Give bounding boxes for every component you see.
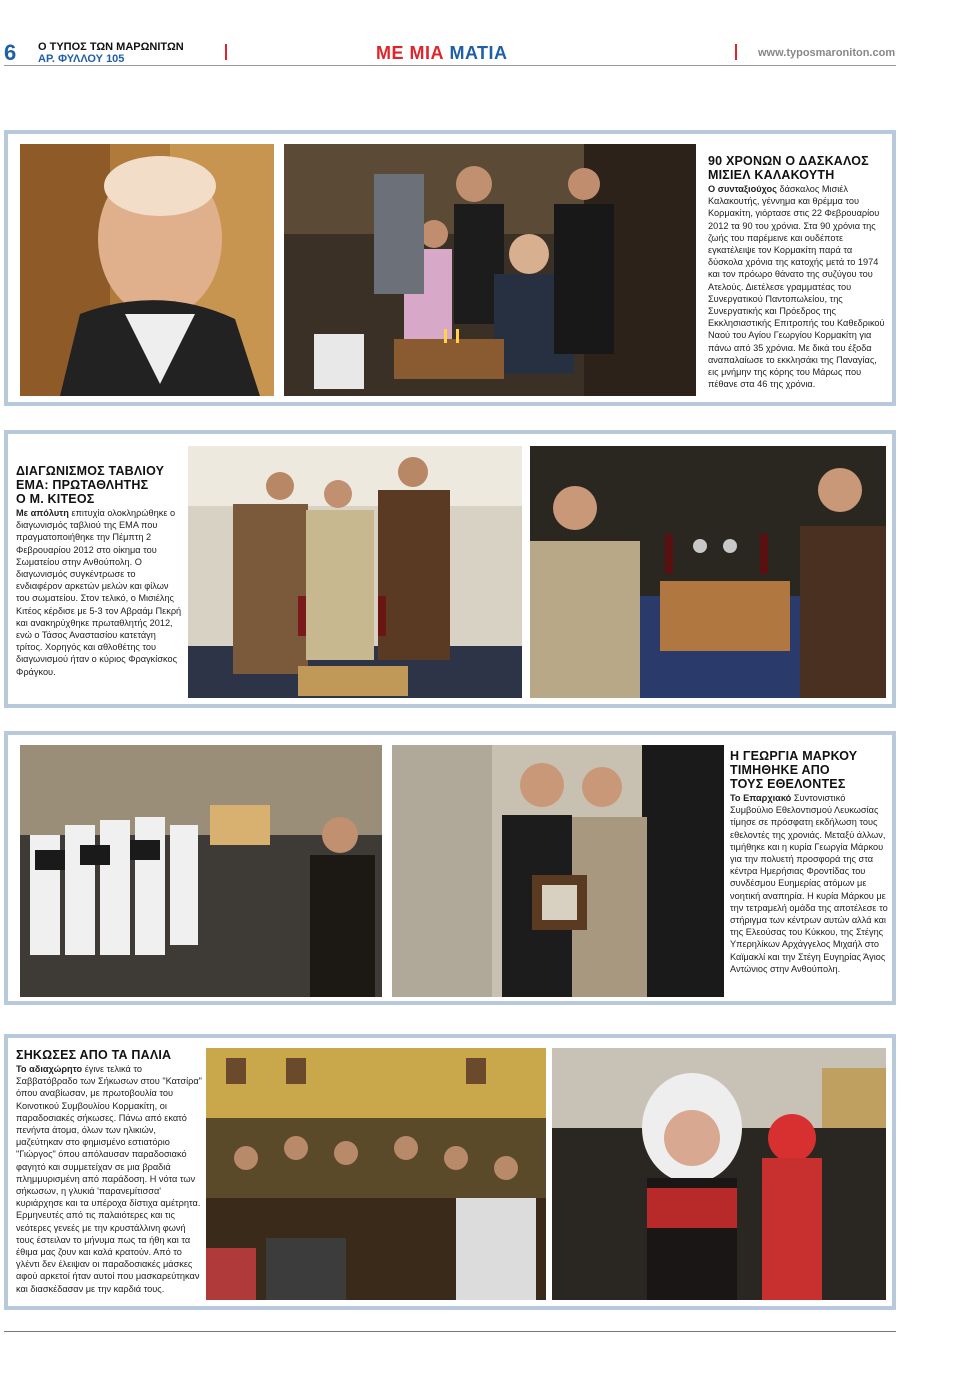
article-text xyxy=(16,464,182,678)
publication-info xyxy=(38,41,184,65)
title-line: ΜΙΣΙΕΛ ΚΑΛΑΚΟΥΤΗ xyxy=(708,168,835,182)
tavli-winners-photo xyxy=(188,446,522,698)
tavern-event-photo xyxy=(206,1048,546,1300)
title-line: ΣΗΚΩΣΕΣ ΑΠΟ ΤΑ ΠΑΛΙΑ xyxy=(16,1048,172,1062)
title-line: 90 ΧΡΟΝΩΝ Ο ΔΑΣΚΑΛΟΣ xyxy=(708,154,869,168)
footer-rule xyxy=(4,1331,896,1332)
portrait-photo xyxy=(20,144,274,396)
choir-photo xyxy=(20,745,382,997)
header-divider xyxy=(735,44,737,60)
birthday-photo xyxy=(284,144,696,396)
article-body-text: δάσκαλος Μισιέλ Καλακουτής, γέννημα και θρέμμα του Κορμακίτη, γιόρτασε στις 22 Φεβρουαρίου 2012 τα 90 του χρόνια. Στα 90 χρόνια της ζωής του παρέμεινε και ουδέποτε εγκατέλειψε τον Κορμακίτη παρά τα δύσκολα χρόνια της κατοχής μετά το 1974 και τον πρόωρο θάνατο της συζύγου του Ατελούς. Διετέλεσε γραμματέας του Συνεργατικού Παντοπωλείου, της Συνεργατικής και Πρόεδρος της Εκκλησιαστικής Επιτροπής του Καθεδρικού Ναού του Αγίου Γεωργίου Κορμακίτη για πάνω από 35 χρόνια. Με δικά του έξοδα αναπαλαίωσε το εκκλησάκι της Παναγίας, εις μνήμην της κόρης του Μάρως που πέθανε στα 46 της χρόνια. xyxy=(708,184,885,390)
article-text xyxy=(730,749,890,975)
title-line: ΤΟΥΣ ΕΘΕΛΟΝΤΕΣ xyxy=(730,777,846,791)
article-title xyxy=(730,749,890,791)
article-body xyxy=(16,507,182,678)
article-body xyxy=(16,1063,202,1295)
article-body-text: έγινε τελικά το Σαββατόβραδο των Σήκωσων στου "Κατσίρα" όπου αναβίωσαν, με πρωτοβουλία του Κοινοτικού Συμβουλίου Κορμακίτη, οι παραδοσιακές σήκωσες. Πάνω από εκατό πενήντα άτομα, όλων των ηλικιών, μαζεύτηκαν στο φημισμένο εστιατόριο "Γιώργος" όπου απόλαυσαν παραδοσιακό φαγητό και συμμετείχαν σε μια βραδιά πλημμυρισμένη από παράδοση. Η νότα των σήκωσων, η γλυκιά 'παρανεμίτισσα' κυριάρχησε και τα υπέροχα δίστιχα αμέτρητα. Ερμηνευτές από τις παλαιότερες και τις νεότερες γενεές με την κρυστάλλινη φωνή τους έστειλαν το μήνυμα πως τα ήθη και τα έθιμα μας ζουν και καλά κρατούν. Από το γλέντι δεν έλειψαν οι παραδοσιακές μάσκες αφού αρκετοί ήταν αυτοί που μασκαρεύτηκαν και διασκέδασαν με την καρδιά τους. xyxy=(16,1064,202,1294)
page-number: 6 xyxy=(4,40,17,65)
title-line: Η ΓΕΩΡΓΙΑ ΜΑΡΚΟΥ xyxy=(730,749,858,763)
article-panel xyxy=(4,1034,896,1310)
masquerade-photo xyxy=(552,1048,886,1300)
article-panel xyxy=(4,731,896,1005)
article-body-text: επιτυχία ολοκληρώθηκε ο διαγωνισμός ταβλιού της ΕΜΑ που πραγματοποιήθηκε την Πέμπτη 2 Φεβρουαρίου 2012 στο οίκημα του Σωματείου στην Ανθούπολη. Ο διαγωνισμός συγκέντρωσε το ενδιαφέρον αρκετών μελών και φίλων του σωματείου. Στον τελικό, ο Μισιέλης Κιτέος κέρδισε με 5-3 τον Αβραάμ Πεκρή και ανακηρύχθηκε πρωταθλητής 2012, ενώ ο Τάσος Αναστασίου κατετάγη τρίτος. Χορηγός και αθλοθέτης του διαγωνισμού ήταν ο κύριος Φραγκίσκος Φράγκου. xyxy=(16,508,182,677)
award-photo xyxy=(392,745,724,997)
header-rule xyxy=(4,65,896,66)
article-title xyxy=(16,1048,202,1062)
title-line: Ο Μ. ΚΙΤΕΟΣ xyxy=(16,492,95,506)
article-title xyxy=(708,154,888,182)
title-line: ΔΙΑΓΩΝΙΣΜΟΣ ΤΑΒΛΙΟΥ xyxy=(16,464,165,478)
website-url: www.typosmaroniton.com xyxy=(758,47,896,59)
article-title xyxy=(16,464,182,506)
article-lead: Το αδιαχώρητο xyxy=(16,1064,83,1074)
title-line: ΤΙΜΗΘΗΚΕ ΑΠΟ xyxy=(730,763,830,777)
section-title-part1: ΜΕ ΜΙΑ xyxy=(376,43,444,63)
article-lead: Ο συνταξιούχος xyxy=(708,184,777,194)
title-line: ΕΜΑ: ΠΡΩΤΑΘΛΗΤΗΣ xyxy=(16,478,149,492)
article-body-text: Συντονιστικό Συμβούλιο Εθελοντισμού Λευκωσίας τίμησε σε πρόσφατη εκδήλωση τους εθελοντές της χρονιάς. Μεταξύ άλλων, τιμήθηκε και η κυρία Γεωργία Μάρκου για την πολυετή προσφορά της στα κέντρα Ημερήσιας Φροντίδας του συνδέσμου Ευημερίας ατόμων με νοητική αναπηρία. Η κυρία Μάρκου με την τετραμελή ομάδα της αποτέλεσε το στήριγμα των κέντρων αυτών αλλά και της Ελεούσας του Κύκκου, της Στέγης Υπερηλίκων Αρχάγγελος Μιχαήλ στο Καϊμακλί και την Στέγη Ευγηρίας Άγιος Αντώνιος στην Ανθούπολη. xyxy=(730,793,888,974)
article-panel xyxy=(4,430,896,708)
article-body xyxy=(708,183,888,390)
publication-name: Ο ΤΥΠΟΣ ΤΩΝ ΜΑΡΩΝΙΤΩΝ xyxy=(38,41,184,53)
tavli-final-photo xyxy=(530,446,886,698)
article-text xyxy=(16,1048,202,1295)
article-panel xyxy=(4,130,896,406)
article-lead: Το Επαρχιακό xyxy=(730,793,792,803)
article-text xyxy=(708,154,888,390)
section-title xyxy=(376,43,508,64)
issue-number: ΑΡ. ΦΥΛΛΟΥ 105 xyxy=(38,53,125,65)
article-body xyxy=(730,792,890,975)
header-divider xyxy=(225,44,227,60)
page-header xyxy=(0,0,960,70)
section-title-part2: ΜΑΤΙΑ xyxy=(449,43,508,63)
article-lead: Με απόλυτη xyxy=(16,508,69,518)
